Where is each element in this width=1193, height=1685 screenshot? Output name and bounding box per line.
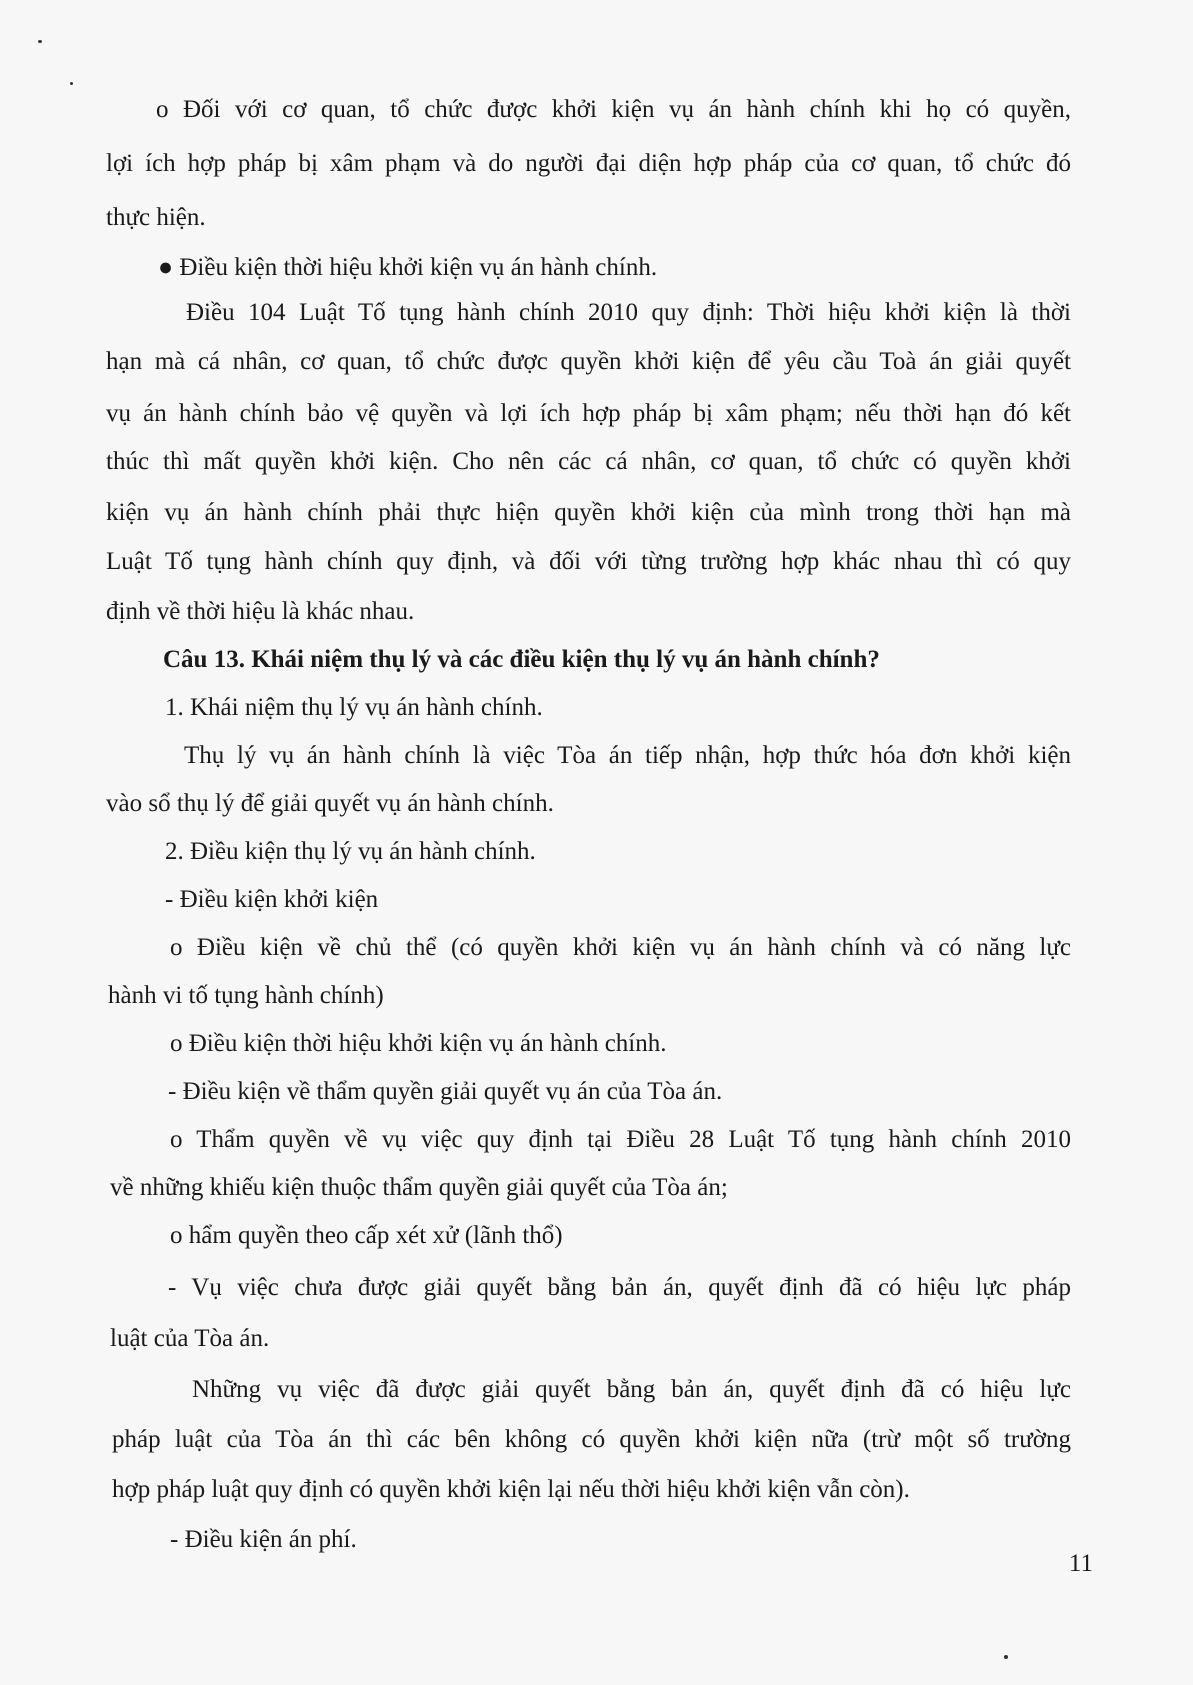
text-line: định về thời hiệu là khác nhau. [106, 598, 415, 625]
list-item: - Điều kiện án phí. [170, 1526, 357, 1553]
scan-speck [1004, 1655, 1008, 1659]
text-line: pháp luật của Tòa án thì các bên không có quyền khởi kiện nữa (trừ một số trường [112, 1426, 1071, 1453]
list-item: o Điều kiện về chủ thể (có quyền khởi kiện vụ án hành chính và có năng lực [170, 934, 1071, 961]
text-line: vào sổ thụ lý để giải quyết vụ án hành chính. [106, 790, 554, 817]
list-item: o hẩm quyền theo cấp xét xử (lãnh thổ) [170, 1222, 563, 1249]
section-heading: 2. Điều kiện thụ lý vụ án hành chính. [165, 838, 536, 865]
text-line: hạn mà cá nhân, cơ quan, tổ chức được quyền khởi kiện để yêu cầu Toà án giải quyết [106, 348, 1071, 375]
text-line: về những khiếu kiện thuộc thẩm quyền giải quyết của Tòa án; [110, 1174, 728, 1201]
list-item: o Thẩm quyền về vụ việc quy định tại Điều 28 Luật Tố tụng hành chính 2010 [170, 1126, 1071, 1153]
text-line: o Đối với cơ quan, tổ chức được khởi kiện vụ án hành chính khi họ có quyền, [156, 96, 1071, 123]
list-item: o Điều kiện thời hiệu khởi kiện vụ án hành chính. [170, 1030, 667, 1057]
text-line: thực hiện. [106, 204, 206, 231]
text-line: lợi ích hợp pháp bị xâm phạm và do người đại diện hợp pháp của cơ quan, tổ chức đó [106, 150, 1071, 177]
text-line: Điều 104 Luật Tố tụng hành chính 2010 quy định: Thời hiệu khởi kiện là thời [186, 299, 1071, 326]
bullet-line: ● Điều kiện thời hiệu khởi kiện vụ án hành chính. [158, 254, 658, 281]
text-line: hợp pháp luật quy định có quyền khởi kiện lại nếu thời hiệu khởi kiện vẫn còn). [112, 1476, 910, 1503]
list-item: - Điều kiện về thẩm quyền giải quyết vụ án của Tòa án. [168, 1078, 723, 1105]
scan-speck [38, 40, 42, 43]
text-line: thúc thì mất quyền khởi kiện. Cho nên các cá nhân, cơ quan, tổ chức có quyền khởi [106, 448, 1071, 475]
section-heading: 1. Khái niệm thụ lý vụ án hành chính. [165, 694, 543, 721]
scan-speck [70, 82, 73, 85]
text-line: hành vi tố tụng hành chính) [108, 982, 384, 1009]
list-item: - Điều kiện khởi kiện [165, 886, 379, 913]
text-line: luật của Tòa án. [110, 1325, 270, 1352]
question-heading: Câu 13. Khái niệm thụ lý và các điều kiện thụ lý vụ án hành chính? [163, 646, 880, 673]
text-line: kiện vụ án hành chính phải thực hiện quyền khởi kiện của mình trong thời hạn mà [106, 499, 1071, 526]
text-line: vụ án hành chính bảo vệ quyền và lợi ích hợp pháp bị xâm phạm; nếu thời hạn đó kết [106, 400, 1071, 427]
list-item: - Vụ việc chưa được giải quyết bằng bản án, quyết định đã có hiệu lực pháp [168, 1274, 1071, 1301]
text-line: Luật Tố tụng hành chính quy định, và đối với từng trường hợp khác nhau thì có quy [106, 548, 1071, 575]
page-number: 11 [1068, 1550, 1093, 1577]
text-line: Những vụ việc đã được giải quyết bằng bản án, quyết định đã có hiệu lực [192, 1376, 1071, 1403]
text-line: Thụ lý vụ án hành chính là việc Tòa án tiếp nhận, hợp thức hóa đơn khởi kiện [184, 742, 1071, 769]
